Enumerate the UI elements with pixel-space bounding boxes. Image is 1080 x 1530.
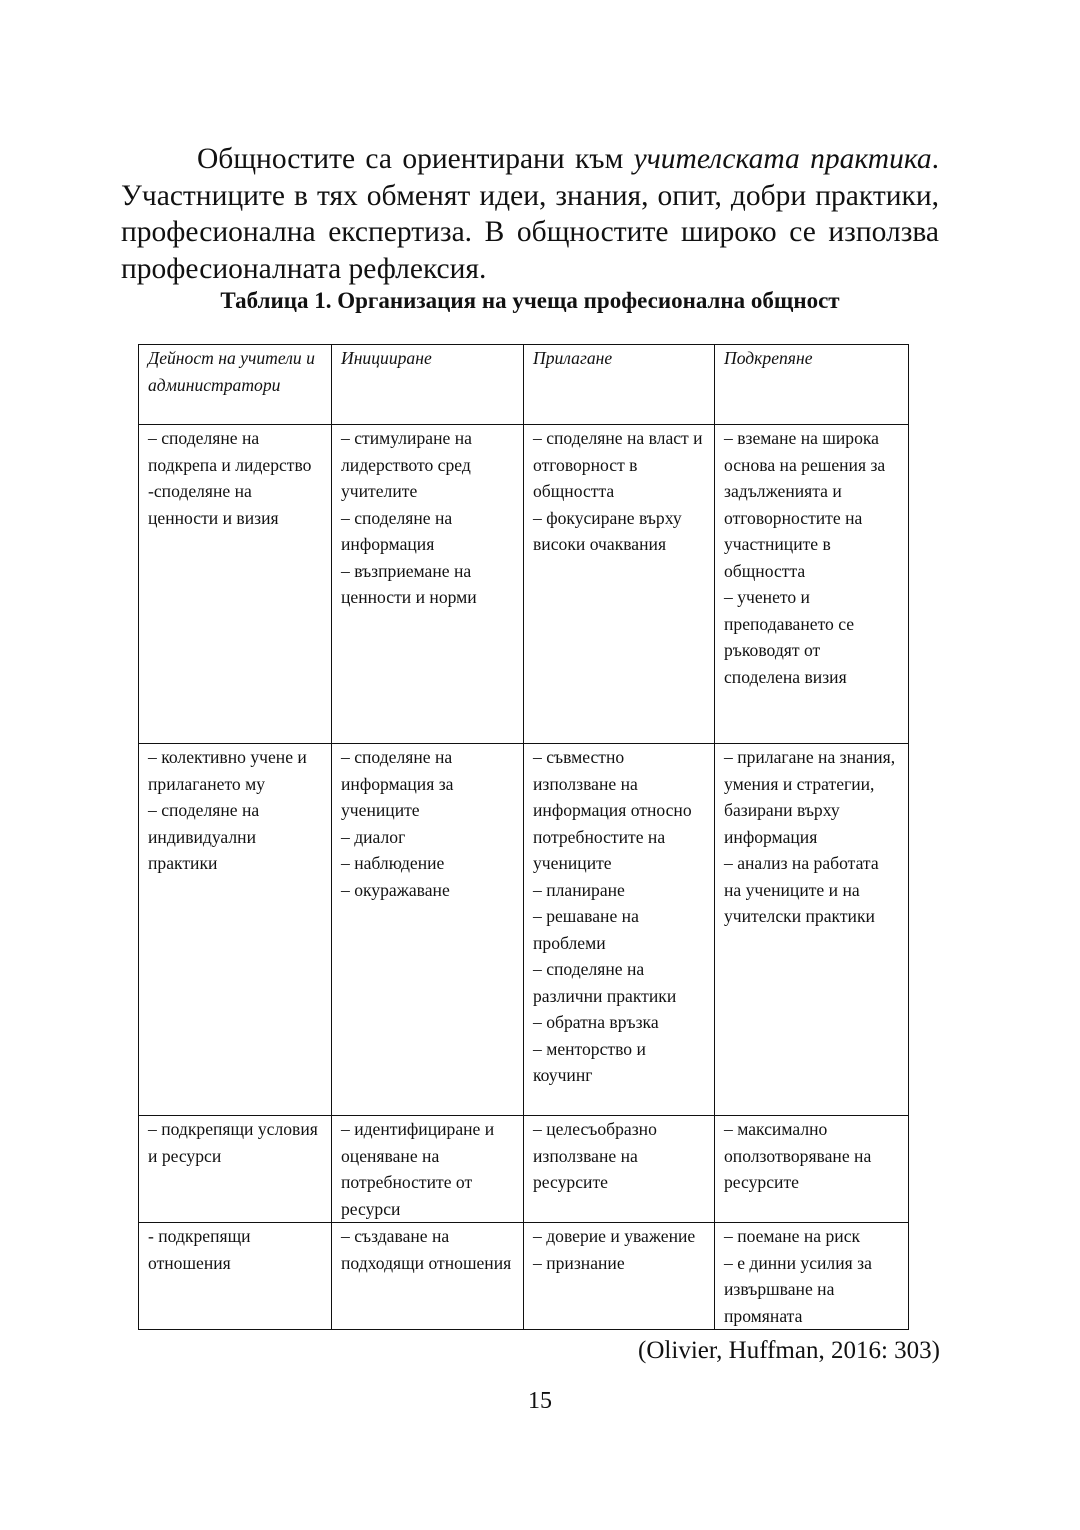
- table-cell: – споделяне на информация за учениците – диалог – наблюдение – окуражаване: [332, 744, 524, 1116]
- header-cell: Дейност на учители и администратори: [139, 345, 332, 425]
- table-cell: – прилагане на знания, умения и стратегии, базирани върху информация – анализ на работата на учениците и на учителски практики: [715, 744, 909, 1116]
- body-paragraph: [121, 141, 939, 287]
- table-cell: – стимулиране на лидерството сред учителите – споделяне на информация – възприемане на ценности и норми: [332, 425, 524, 744]
- table-row: [139, 425, 909, 744]
- table-cell: – колективно учене и прилагането му – споделяне на индивидуални практики: [139, 744, 332, 1116]
- paragraph-text-start: Общностите са ориентирани към: [197, 143, 634, 175]
- table-cell: – поемане на риск – е динни усилия за извършване на промяната: [715, 1223, 909, 1330]
- page-number: 15: [528, 1388, 552, 1414]
- table-row: [139, 1116, 909, 1223]
- table-title: Таблица 1. Организация на учеща професионална общност: [220, 288, 840, 313]
- header-cell: Иницииране: [332, 345, 524, 425]
- header-cell: Прилагане: [524, 345, 715, 425]
- table-cell: – подкрепящи условия и ресурси: [139, 1116, 332, 1223]
- paragraph-text-end: . Участниците в тях обменят идеи, знания, опит, добри практики, професионална експертиза. В общностите широко се използва професионалната рефлексия.: [121, 143, 940, 285]
- table-cell: – идентифициране и оценяване на потребностите от ресурси: [332, 1116, 524, 1223]
- table-cell: – вземане на широка основа на решения за задълженията и отговорностите на участниците в общността – ученето и преподаването се ръководят от споделена визия: [715, 425, 909, 744]
- table-cell: - подкрепящи отношения: [139, 1223, 332, 1330]
- table-cell: – споделяне на подкрепа и лидерство -споделяне на ценности и визия: [139, 425, 332, 744]
- table-cell: – споделяне на власт и отговорност в общността – фокусиране върху високи очаквания: [524, 425, 715, 744]
- source-citation: (Olivier, Huffman, 2016: 303): [638, 1337, 940, 1364]
- table-row: [139, 1223, 909, 1330]
- table-cell: – доверие и уважение – признание: [524, 1223, 715, 1330]
- organization-table: [138, 344, 909, 1330]
- table-header-row: [139, 345, 909, 425]
- table-cell: – максимално оползотворяване на ресурсите: [715, 1116, 909, 1223]
- header-cell: Подкрепяне: [715, 345, 909, 425]
- table-cell: – съвместно използване на информация относно потребностите на учениците – планиране – решаване на проблеми – споделяне на различни практики – обратна връзка – менторство и коучинг: [524, 744, 715, 1116]
- paragraph-emphasis: учителската практика: [633, 143, 932, 175]
- table-cell: – целесъобразно използване на ресурсите: [524, 1116, 715, 1223]
- table-row: [139, 744, 909, 1116]
- table-cell: – създаване на подходящи отношения: [332, 1223, 524, 1330]
